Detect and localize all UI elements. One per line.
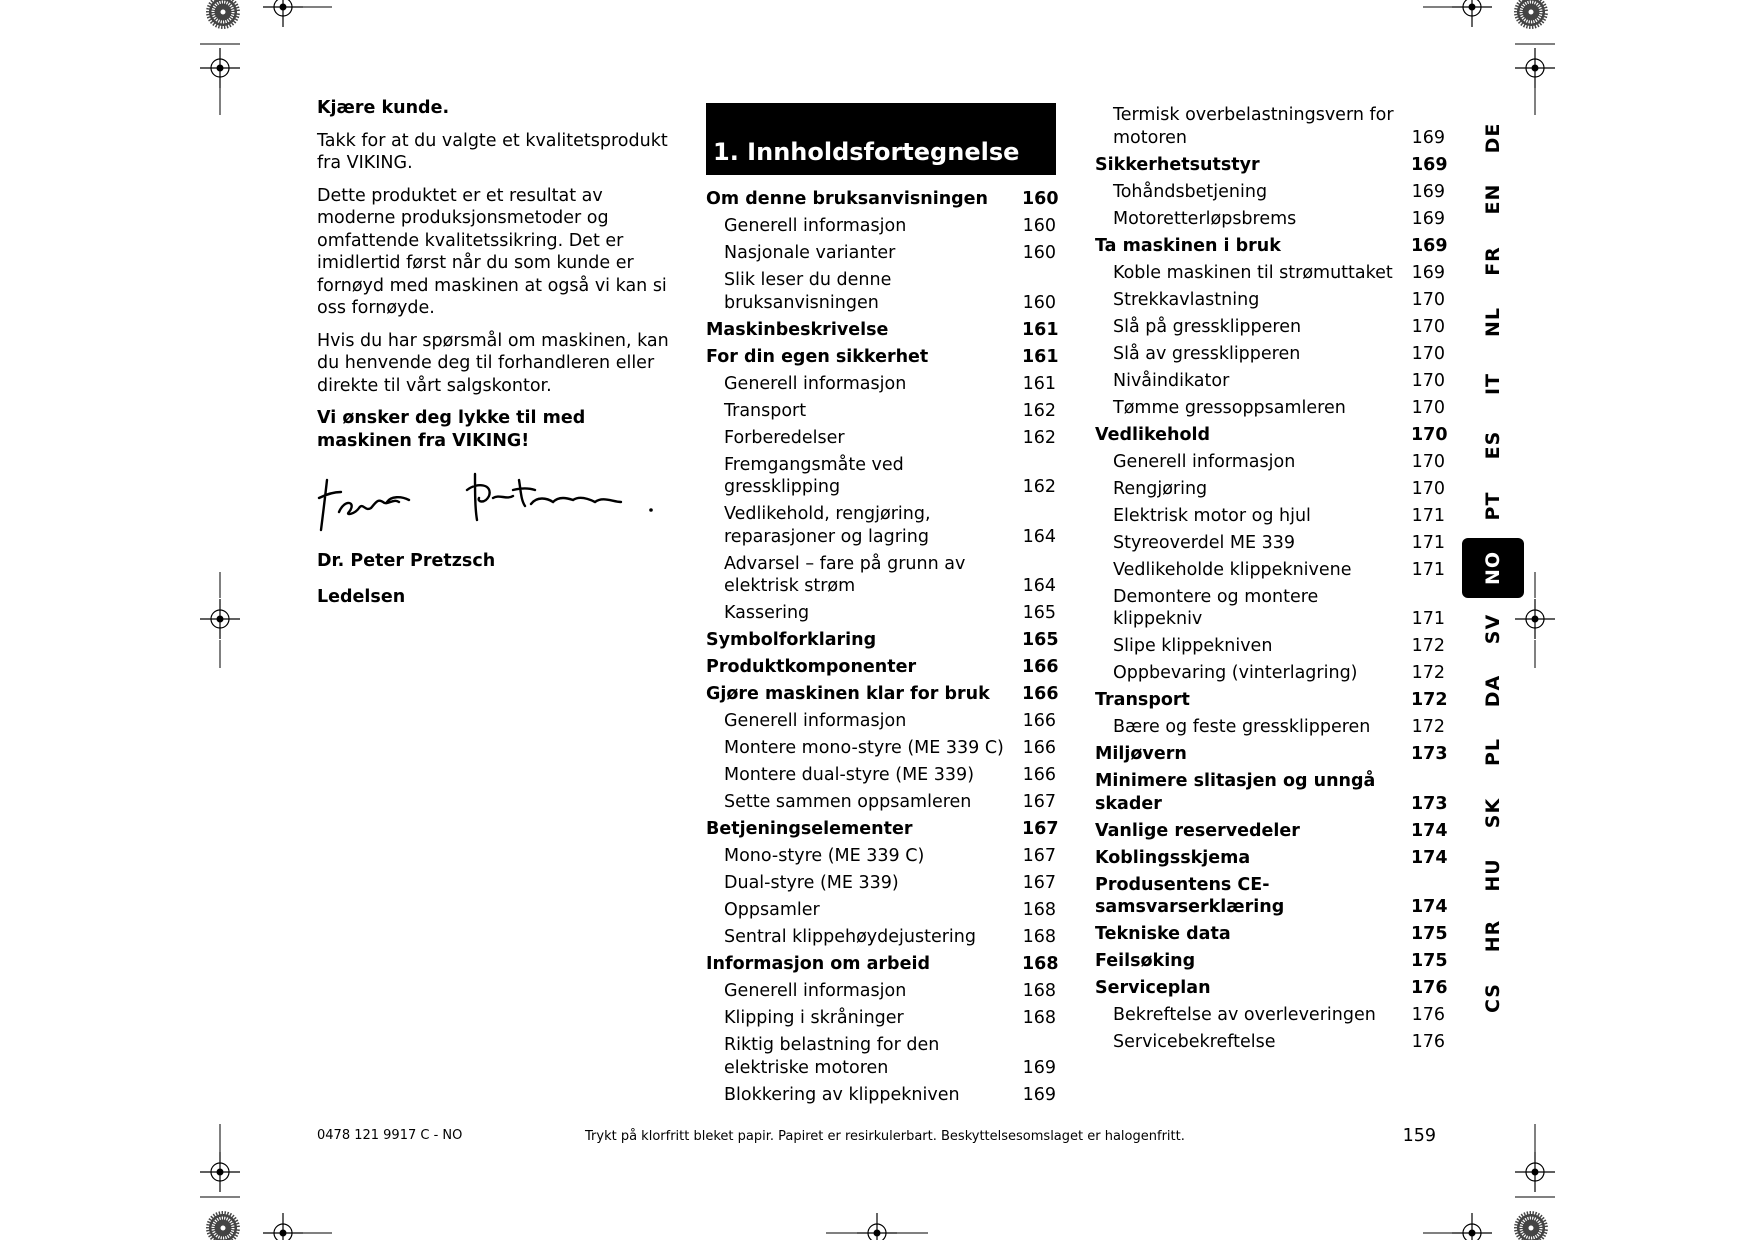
language-tab-nl xyxy=(1462,292,1524,352)
toc-entry-page: 172 xyxy=(1411,663,1445,683)
toc-entry-title: Dual-styre (ME 339) xyxy=(724,873,899,893)
toc-entry-title: Slå av gressklipperen xyxy=(1113,343,1301,364)
toc-subsection-entry xyxy=(1095,716,1445,739)
toc-entry-page: 169 xyxy=(1411,235,1448,256)
welcome-letter xyxy=(317,97,669,462)
toc-section-entry xyxy=(1095,154,1448,177)
toc-entry-title: Generell informasjon xyxy=(724,711,907,731)
toc-entry-page: 166 xyxy=(1022,711,1056,731)
print-note: Trykt på klorfritt bleket papir. Papiret er resirkulerbart. Beskyttelsesomslaget er halogenfritt. xyxy=(585,1129,1185,1144)
language-tab-label: PT xyxy=(1482,491,1504,521)
language-tab-pt xyxy=(1462,476,1524,536)
toc-heading xyxy=(706,103,1056,175)
toc-entry-title: Oppsamler xyxy=(724,900,820,920)
toc-entry-title: Transport xyxy=(724,400,807,421)
letter-greeting: Kjære kunde. xyxy=(317,98,450,118)
toc-entry-page: 171 xyxy=(1411,609,1445,629)
toc-subsection-entry xyxy=(706,845,1056,868)
toc-entry-page: 162 xyxy=(1022,477,1056,497)
toc-entry-page: 172 xyxy=(1411,690,1448,710)
toc-entry-title: Fremgangsmåte ved gressklipping xyxy=(724,454,904,497)
toc-entry-page: 160 xyxy=(1022,243,1056,263)
toc-subsection-entry xyxy=(1095,370,1445,393)
color-target-mark xyxy=(1514,0,1548,29)
toc-entry-page: 171 xyxy=(1411,532,1445,553)
language-tab-label: PL xyxy=(1482,737,1504,767)
toc-subsection-entry xyxy=(706,427,1056,450)
language-tab-label: ES xyxy=(1482,430,1504,460)
toc-entry-page: 170 xyxy=(1411,289,1445,310)
toc-entry-title: Demontere og montere klippekniv xyxy=(1113,586,1319,629)
page-number: 159 xyxy=(1402,1126,1436,1146)
toc-entry-title: Slå på gressklipperen xyxy=(1113,316,1302,337)
toc-section-entry xyxy=(1095,820,1448,843)
toc-entry-title: Vedlikehold xyxy=(1095,424,1211,445)
language-tab-en xyxy=(1462,169,1524,229)
toc-entry-title: Feilsøking xyxy=(1095,951,1196,971)
toc-entry-title: Produktkomponenter xyxy=(706,657,917,677)
toc-entry-page: 160 xyxy=(1022,189,1059,209)
toc-entry-page: 164 xyxy=(1022,526,1056,547)
toc-entry-title: Advarsel – fare på grunn av elektrisk strøm xyxy=(724,553,966,596)
toc-subsection-entry xyxy=(1095,397,1445,420)
toc-entry-page: 165 xyxy=(1022,603,1056,623)
toc-entry-title: Maskinbeskrivelse xyxy=(706,319,889,340)
toc-subsection-entry xyxy=(1095,662,1445,685)
toc-column-1 xyxy=(706,188,1059,1111)
toc-subsection-entry xyxy=(706,454,1056,499)
toc-subsection-entry xyxy=(706,602,1056,625)
toc-entry-page: 170 xyxy=(1411,451,1445,472)
toc-entry-page: 171 xyxy=(1411,559,1445,580)
toc-section-entry xyxy=(706,683,1059,706)
document-number: 0478 121 9917 C - NO xyxy=(317,1128,463,1143)
toc-entry-page: 171 xyxy=(1411,505,1445,526)
toc-section-entry xyxy=(1095,977,1448,1000)
toc-entry-title: Generell informasjon xyxy=(1113,451,1296,472)
toc-entry-page: 166 xyxy=(1022,657,1059,677)
toc-subsection-entry xyxy=(1095,289,1445,312)
toc-subsection-entry xyxy=(706,269,1056,314)
toc-entry-page: 169 xyxy=(1022,1057,1056,1078)
toc-entry-title: Tømme gressoppsamleren xyxy=(1113,397,1346,418)
toc-entry-page: 166 xyxy=(1022,684,1059,704)
toc-entry-title: Om denne bruksanvisningen xyxy=(706,189,989,209)
toc-section-entry xyxy=(706,953,1059,976)
toc-column-2 xyxy=(1095,104,1448,1058)
registration-mark xyxy=(1515,44,1555,115)
toc-entry-page: 161 xyxy=(1022,373,1056,394)
toc-entry-page: 168 xyxy=(1022,954,1059,974)
toc-subsection-entry xyxy=(706,764,1056,787)
language-tab-sk xyxy=(1462,783,1524,843)
toc-entry-page: 161 xyxy=(1022,346,1059,367)
signer-name: Dr. Peter Pretzsch xyxy=(317,551,496,571)
toc-subsection-entry xyxy=(1095,181,1445,204)
toc-entry-title: Riktig belastning for den elektriske motoren xyxy=(724,1035,940,1078)
toc-entry-page: 168 xyxy=(1022,981,1056,1001)
toc-section-entry xyxy=(706,346,1059,369)
toc-entry-title: Produsentens CE-samsvarserklæring xyxy=(1095,874,1285,917)
registration-mark xyxy=(826,1213,928,1240)
toc-entry-page: 172 xyxy=(1411,717,1445,737)
registration-mark xyxy=(263,1213,332,1240)
language-tab-label: DA xyxy=(1482,674,1504,707)
toc-entry-page: 162 xyxy=(1022,400,1056,421)
toc-subsection-entry xyxy=(706,215,1056,238)
toc-entry-title: Kassering xyxy=(724,603,810,623)
toc-subsection-entry xyxy=(706,980,1056,1003)
toc-entry-title: Forberedelser xyxy=(724,427,845,448)
toc-subsection-entry xyxy=(706,553,1056,598)
language-tab-hr xyxy=(1462,906,1524,966)
toc-entry-page: 170 xyxy=(1411,397,1445,418)
toc-subsection-entry xyxy=(706,400,1056,423)
signer-role: Ledelsen xyxy=(317,587,406,607)
language-tab-no xyxy=(1462,538,1524,598)
language-tab-es xyxy=(1462,415,1524,475)
toc-entry-page: 172 xyxy=(1411,636,1445,656)
language-tab-label: FR xyxy=(1482,245,1504,276)
language-tab-hu xyxy=(1462,845,1524,905)
toc-entry-page: 173 xyxy=(1411,744,1448,764)
toc-subsection-entry xyxy=(1095,478,1445,501)
toc-entry-page: 164 xyxy=(1022,576,1056,596)
language-tabs xyxy=(1462,108,1524,1108)
toc-entry-page: 170 xyxy=(1411,370,1445,391)
toc-subsection-entry xyxy=(1095,262,1445,285)
toc-entry-page: 160 xyxy=(1022,216,1056,236)
toc-section-entry xyxy=(1095,847,1448,870)
toc-section-entry xyxy=(1095,874,1448,919)
toc-section-entry xyxy=(706,319,1059,342)
signature-image xyxy=(317,468,669,538)
toc-entry-page: 170 xyxy=(1411,316,1445,337)
toc-entry-page: 175 xyxy=(1411,951,1448,971)
toc-section-entry xyxy=(1095,689,1448,712)
toc-entry-title: Montere mono-styre (ME 339 C) xyxy=(724,738,1004,758)
language-tab-sv xyxy=(1462,599,1524,659)
toc-subsection-entry xyxy=(706,791,1056,814)
language-tab-label: DE xyxy=(1482,122,1504,154)
toc-entry-title: Montere dual-styre (ME 339) xyxy=(724,765,975,785)
language-tab-label: HU xyxy=(1482,858,1504,892)
toc-entry-page: 170 xyxy=(1411,343,1445,364)
toc-section-entry xyxy=(1095,950,1448,973)
toc-entry-title: Sikkerhetsutstyr xyxy=(1095,154,1260,175)
language-tab-label: HR xyxy=(1482,919,1504,953)
toc-subsection-entry xyxy=(1095,1031,1445,1054)
toc-subsection-entry xyxy=(706,373,1056,396)
language-tab-label: SV xyxy=(1482,613,1504,645)
toc-subsection-entry xyxy=(1095,451,1445,474)
toc-entry-page: 169 xyxy=(1022,1084,1056,1105)
toc-subsection-entry xyxy=(1095,532,1445,555)
toc-entry-title: Generell informasjon xyxy=(724,981,907,1001)
toc-entry-title: Vedlikehold, rengjøring, reparasjoner og lagring xyxy=(724,504,931,547)
toc-entry-page: 168 xyxy=(1022,1008,1056,1028)
toc-subsection-entry xyxy=(1095,586,1445,631)
toc-entry-title: Minimere slitasjen og unngå skader xyxy=(1095,771,1376,814)
toc-entry-page: 166 xyxy=(1022,738,1056,758)
toc-entry-page: 160 xyxy=(1022,292,1056,313)
letter-closing: Vi ønsker deg lykke til med maskinen fra VIKING! xyxy=(317,408,586,451)
language-tab-label: NL xyxy=(1482,307,1504,338)
toc-entry-page: 174 xyxy=(1411,897,1448,917)
toc-entry-title: Symbolforklaring xyxy=(706,630,877,650)
toc-entry-title: Styreoverdel ME 339 xyxy=(1113,532,1296,553)
toc-entry-title: Motoretterløpsbrems xyxy=(1113,208,1297,229)
language-tab-de xyxy=(1462,108,1524,168)
toc-entry-title: Transport xyxy=(1095,690,1190,710)
toc-subsection-entry xyxy=(706,899,1056,922)
toc-entry-title: Tekniske data xyxy=(1095,924,1231,944)
language-tab-label: NO xyxy=(1482,550,1504,585)
toc-entry-page: 169 xyxy=(1411,208,1445,229)
toc-entry-title: Strekkavlastning xyxy=(1113,289,1260,310)
toc-subsection-entry xyxy=(706,1084,1056,1107)
language-tab-label: EN xyxy=(1482,183,1504,215)
toc-entry-page: 176 xyxy=(1411,1005,1445,1025)
toc-section-entry xyxy=(1095,923,1448,946)
color-target-mark xyxy=(206,1211,240,1240)
toc-subsection-entry xyxy=(706,503,1056,548)
toc-entry-title: Serviceplan xyxy=(1095,978,1211,998)
toc-entry-title: Mono-styre (ME 339 C) xyxy=(724,846,925,866)
toc-section-entry xyxy=(1095,235,1448,258)
toc-subsection-entry xyxy=(706,710,1056,733)
toc-subsection-entry xyxy=(706,737,1056,760)
toc-entry-title: Rengjøring xyxy=(1113,478,1208,499)
toc-entry-title: Slik leser du denne bruksanvisningen xyxy=(724,270,892,313)
toc-entry-title: Blokkering av klippekniven xyxy=(724,1084,960,1105)
letter-paragraph: Takk for at du valgte et kvalitetsprodukt fra VIKING. xyxy=(317,130,668,173)
toc-entry-title: Bekreftelse av overleveringen xyxy=(1113,1005,1376,1025)
toc-entry-page: 170 xyxy=(1411,478,1445,499)
toc-entry-page: 167 xyxy=(1022,792,1056,812)
toc-section-entry xyxy=(706,629,1059,652)
toc-subsection-entry xyxy=(706,926,1056,949)
toc-heading-text: 1. Innholdsfortegnelse xyxy=(713,138,1020,166)
toc-entry-page: 168 xyxy=(1022,927,1056,947)
toc-entry-title: Nasjonale varianter xyxy=(724,243,896,263)
toc-entry-page: 167 xyxy=(1022,846,1056,866)
language-tab-pl xyxy=(1462,722,1524,782)
toc-subsection-entry xyxy=(706,1034,1056,1079)
toc-entry-title: Vedlikeholde klippeknivene xyxy=(1113,559,1352,580)
toc-entry-page: 169 xyxy=(1411,262,1445,283)
toc-entry-title: Nivåindikator xyxy=(1113,370,1230,391)
toc-entry-title: Koble maskinen til strømuttaket xyxy=(1113,262,1393,283)
registration-mark xyxy=(200,1124,240,1197)
toc-entry-title: Gjøre maskinen klar for bruk xyxy=(706,684,990,704)
toc-entry-title: Elektrisk motor og hjul xyxy=(1113,505,1311,526)
language-tab-it xyxy=(1462,354,1524,414)
language-tab-label: SK xyxy=(1482,798,1504,829)
toc-entry-title: Oppbevaring (vinterlagring) xyxy=(1113,663,1358,683)
toc-entry-title: Bære og feste gressklipperen xyxy=(1113,717,1371,737)
toc-section-entry xyxy=(1095,424,1448,447)
toc-section-entry xyxy=(706,188,1059,211)
toc-entry-page: 170 xyxy=(1411,424,1448,445)
color-target-mark xyxy=(1514,1211,1548,1240)
toc-entry-title: Ta maskinen i bruk xyxy=(1095,235,1281,256)
toc-subsection-entry xyxy=(706,1007,1056,1030)
toc-section-entry xyxy=(706,818,1059,841)
toc-entry-page: 169 xyxy=(1411,181,1445,202)
language-tab-label: IT xyxy=(1482,372,1504,395)
registration-mark xyxy=(263,0,332,27)
toc-entry-title: Servicebekreftelse xyxy=(1113,1032,1276,1052)
registration-mark xyxy=(200,572,240,668)
toc-entry-title: Generell informasjon xyxy=(724,216,907,236)
toc-entry-title: Termisk overbelastningsvern for motoren xyxy=(1113,105,1394,148)
toc-entry-page: 169 xyxy=(1411,154,1448,175)
toc-entry-page: 176 xyxy=(1411,978,1448,998)
toc-entry-page: 167 xyxy=(1022,819,1059,839)
toc-entry-page: 176 xyxy=(1411,1032,1445,1052)
toc-subsection-entry xyxy=(1095,1004,1445,1027)
toc-subsection-entry xyxy=(1095,208,1445,231)
toc-subsection-entry xyxy=(1095,343,1445,366)
toc-entry-page: 174 xyxy=(1411,847,1448,868)
toc-entry-title: Miljøvern xyxy=(1095,744,1187,764)
toc-entry-page: 161 xyxy=(1022,319,1059,340)
toc-subsection-entry xyxy=(706,242,1056,265)
toc-subsection-entry xyxy=(1095,635,1445,658)
toc-section-entry xyxy=(1095,770,1448,815)
registration-mark xyxy=(1515,1124,1555,1197)
color-target-mark xyxy=(206,0,240,29)
toc-entry-page: 166 xyxy=(1022,765,1056,785)
toc-entry-page: 175 xyxy=(1411,924,1448,944)
toc-entry-title: Betjeningselementer xyxy=(706,819,913,839)
toc-entry-title: Vanlige reservedeler xyxy=(1095,820,1300,841)
registration-mark xyxy=(1423,0,1492,27)
language-tab-cs xyxy=(1462,968,1524,1028)
toc-entry-title: Tohåndsbetjening xyxy=(1113,181,1268,202)
toc-subsection-entry xyxy=(1095,104,1445,149)
toc-entry-title: For din egen sikkerhet xyxy=(706,346,929,367)
toc-subsection-entry xyxy=(1095,316,1445,339)
language-tab-label: CS xyxy=(1482,982,1504,1013)
toc-entry-page: 174 xyxy=(1411,820,1448,841)
toc-entry-title: Generell informasjon xyxy=(724,373,907,394)
language-tab-fr xyxy=(1462,231,1524,291)
toc-subsection-entry xyxy=(706,872,1056,895)
registration-mark xyxy=(1423,1213,1492,1240)
toc-entry-page: 167 xyxy=(1022,873,1056,893)
toc-entry-title: Klipping i skråninger xyxy=(724,1008,904,1028)
toc-entry-page: 162 xyxy=(1022,427,1056,448)
toc-entry-title: Sentral klippehøydejustering xyxy=(724,927,976,947)
letter-paragraph: Hvis du har spørsmål om maskinen, kan du henvende deg til forhandleren eller direkte til vårt salgskontor. xyxy=(317,330,669,396)
toc-entry-page: 173 xyxy=(1411,793,1448,814)
toc-entry-title: Informasjon om arbeid xyxy=(706,954,930,974)
language-tab-da xyxy=(1462,661,1524,721)
registration-mark xyxy=(200,44,240,115)
toc-subsection-entry xyxy=(1095,505,1445,528)
toc-entry-title: Koblingsskjema xyxy=(1095,847,1251,868)
toc-section-entry xyxy=(706,656,1059,679)
toc-entry-title: Slipe klippekniven xyxy=(1113,636,1273,656)
toc-entry-title: Sette sammen oppsamleren xyxy=(724,792,972,812)
toc-entry-page: 168 xyxy=(1022,900,1056,920)
letter-paragraph: Dette produktet er et resultat av moderne produksjonsmetoder og omfattende kvalitetssikring. Det er imidlertid først når du som kunde er fornøyd med maskinen at også vi kan si oss fornøyde. xyxy=(317,185,667,318)
toc-entry-page: 165 xyxy=(1022,630,1059,650)
toc-subsection-entry xyxy=(1095,559,1445,582)
toc-entry-page: 169 xyxy=(1411,127,1445,148)
toc-section-entry xyxy=(1095,743,1448,766)
